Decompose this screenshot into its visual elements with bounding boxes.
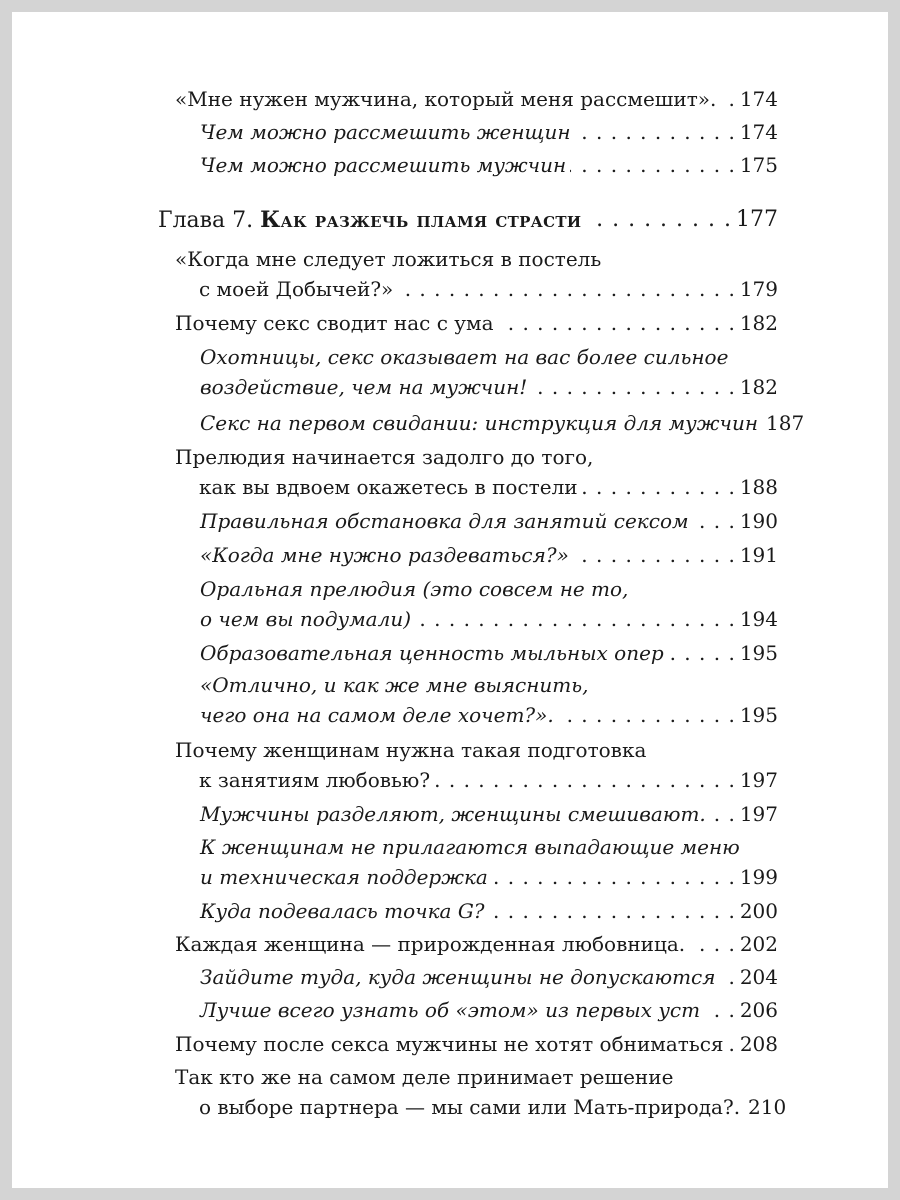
toc-page-number: 197: [739, 802, 778, 826]
dot-leader: [582, 472, 736, 502]
toc-entry[interactable]: [200, 995, 778, 1025]
toc-entry-title: Так кто же на самом деле принимает решение: [175, 1065, 674, 1089]
dot-leader: [498, 308, 736, 338]
toc-entry-title: Образовательная ценность мыльных опер: [200, 641, 664, 665]
chapter-number: Глава 7.: [158, 208, 254, 233]
dot-leader: [570, 150, 736, 180]
dot-leader: [531, 372, 735, 402]
toc-entry-title: «Когда мне нужно раздеваться?»: [200, 543, 569, 567]
toc-entry-title: Правильная обстановка для занятий сексом: [200, 509, 689, 533]
toc-entry[interactable]: [200, 670, 778, 730]
toc-page-number: 210: [748, 1095, 787, 1119]
toc-entry[interactable]: [200, 574, 778, 634]
toc-page-number: 182: [739, 311, 778, 335]
chapter-title: Как разжечь пламя страсти: [260, 207, 582, 233]
toc-entry-title: Почему секс сводит нас с ума: [175, 311, 494, 335]
toc-page-number: 204: [739, 965, 778, 989]
toc-page-number: 194: [739, 607, 778, 631]
dot-leader: [693, 506, 736, 536]
chapter-heading[interactable]: [158, 205, 778, 236]
toc-entry-title: Секс на первом свидании: инструкция для мужчин: [200, 411, 759, 435]
dot-leader: [397, 274, 736, 304]
toc-page-number: 202: [739, 932, 778, 956]
toc-entry-title: К женщинам не прилагаются выпадающие меню: [200, 835, 740, 859]
toc-page-number: 174: [739, 87, 778, 111]
dot-leader: [668, 638, 736, 668]
toc-entry[interactable]: [175, 1062, 787, 1122]
toc-entry-title: Почему после секса мужчины не хотят обниматься: [175, 1032, 724, 1056]
toc-entry[interactable]: [175, 1029, 778, 1059]
toc-page-number: 191: [739, 543, 778, 567]
toc-entry-title: Каждая женщина — прирожденная любовница.: [175, 932, 686, 956]
toc-entry-title: «Когда мне следует ложиться в постель: [175, 247, 602, 271]
toc-entry-title: Лучше всего узнать об «этом» из первых уст: [200, 998, 701, 1022]
dot-leader: [415, 604, 736, 634]
toc-entry[interactable]: [200, 342, 778, 402]
toc-page-number: 195: [739, 703, 778, 727]
dot-leader: [728, 1029, 736, 1059]
toc-entry-title-cont: с моей Добычей?»: [199, 277, 394, 301]
toc-entry-title-cont: воздействие, чем на мужчин!: [200, 375, 528, 399]
toc-entry[interactable]: [200, 962, 778, 992]
toc-entry[interactable]: [200, 832, 778, 892]
toc-page-number: 197: [739, 768, 778, 792]
toc-entry-title-cont: к занятиям любовью?: [199, 768, 431, 792]
toc-entry[interactable]: [200, 638, 778, 668]
toc-entry[interactable]: [200, 896, 778, 926]
toc-page-number: 175: [739, 153, 778, 177]
toc-page-number: 199: [739, 865, 778, 889]
toc-entry-title: «Отлично, и как же мне выяснить,: [200, 673, 589, 697]
dot-leader: [719, 962, 735, 992]
dot-leader: [558, 700, 736, 730]
toc-entry-title-cont: чего она на самом деле хочет?».: [200, 703, 554, 727]
dot-leader: [720, 84, 735, 114]
toc-entry-title-cont: о выборе партнера — мы сами или Мать-природа?.: [199, 1095, 741, 1119]
toc-entry[interactable]: [175, 244, 778, 304]
toc-entry[interactable]: [175, 735, 778, 795]
dot-leader: [704, 995, 736, 1025]
toc-page-number: 190: [739, 509, 778, 533]
toc-entry-title: Зайдите туда, куда женщины не допускаются: [200, 965, 716, 989]
toc-page-number: 195: [739, 641, 778, 665]
dot-leader: [585, 205, 732, 236]
toc-page-number: 177: [736, 207, 778, 232]
dot-leader: [573, 540, 736, 570]
toc-entry-title-cont: и техническая поддержка: [200, 865, 488, 889]
toc-entry[interactable]: [175, 308, 778, 338]
toc-entry-title-cont: о чем вы подумали): [200, 607, 412, 631]
toc-page-number: 206: [739, 998, 778, 1022]
toc-page-number: 200: [739, 899, 778, 923]
toc-entry[interactable]: [200, 117, 778, 147]
toc-page-number: 188: [739, 475, 778, 499]
toc-entry[interactable]: [175, 84, 778, 114]
toc-page-number: 182: [739, 375, 778, 399]
toc-entry-title: Оральная прелюдия (это совсем не то,: [200, 577, 629, 601]
toc-page-number: 179: [739, 277, 778, 301]
toc-entry[interactable]: [200, 799, 778, 829]
toc-entry-title: Мужчины разделяют, женщины смешивают.: [200, 802, 706, 826]
toc-page-number: 187: [766, 411, 805, 435]
toc-entry[interactable]: [200, 540, 778, 570]
dot-leader: [489, 896, 736, 926]
toc-page-number: 174: [739, 120, 778, 144]
dot-leader: [710, 799, 736, 829]
dot-leader: [689, 929, 736, 959]
toc-entry[interactable]: [200, 408, 805, 438]
toc-entry[interactable]: [200, 506, 778, 536]
toc-entry-title: Куда подевалась точка G?: [200, 899, 485, 923]
toc-entry[interactable]: [175, 442, 778, 502]
toc-entry[interactable]: [175, 929, 778, 959]
toc-entry-title: Прелюдия начинается задолго до того,: [175, 445, 594, 469]
toc-entry-title: Почему женщинам нужна такая подготовка: [175, 738, 647, 762]
dot-leader: [492, 862, 736, 892]
book-page: [12, 12, 888, 1188]
toc-entry-title: Чем можно рассмешить женщин: [200, 120, 571, 144]
toc-entry-title-cont: как вы вдвоем окажетесь в постели: [199, 475, 578, 499]
dot-leader: [434, 765, 736, 795]
toc-entry-title: «Мне нужен мужчина, который меня рассмешит».: [175, 87, 717, 111]
table-of-contents: [12, 12, 888, 1188]
toc-page-number: 208: [739, 1032, 778, 1056]
toc-entry-title: Чем можно рассмешить мужчин: [200, 153, 567, 177]
toc-entry-title: Охотницы, секс оказывает на вас более сильное: [200, 345, 729, 369]
dot-leader: [575, 117, 736, 147]
toc-entry[interactable]: [200, 150, 778, 180]
